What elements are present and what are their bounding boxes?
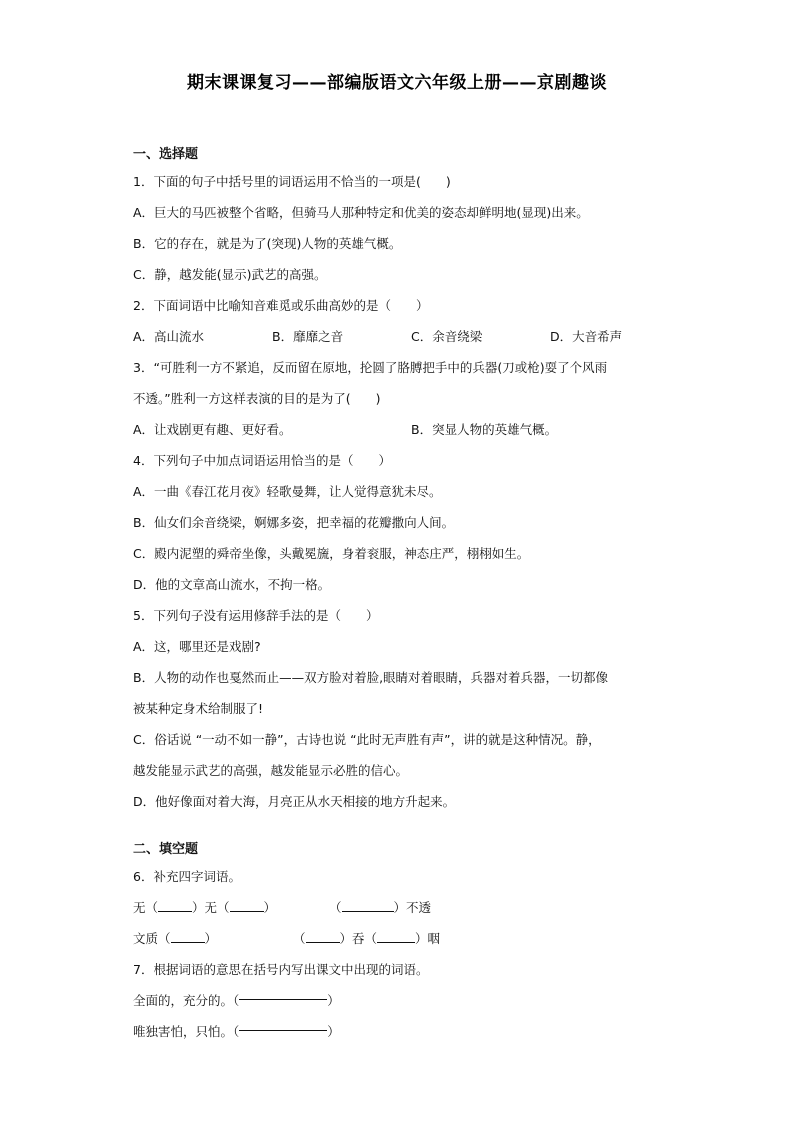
idiom-text: ）吞（	[339, 931, 378, 946]
question-5-option-a: A．这，哪里还是戏剧?	[133, 639, 261, 654]
question-5-stem: 5．下列句子没有运用修辞手法的是（ ）	[133, 608, 379, 623]
definition-close-paren: ）	[327, 1024, 340, 1039]
idiom-blank-group-4	[293, 923, 440, 954]
section-heading-choice: 一、选择题	[133, 147, 199, 162]
question-5-option-c-line1: C．俗话说 “一动不如一静”，古诗也说 “此时无声胜有声”，讲的就是这种情况。静，	[133, 732, 601, 747]
idiom-text: ）无（	[192, 900, 230, 915]
question-2-option-d: D．大音希声	[550, 329, 623, 344]
question-1-option-a: A．巨大的马匹被整个省略，但骑马人那种特定和优美的姿态却鲜明地(显现)出来。	[133, 205, 589, 220]
idiom-text: ）不透	[393, 900, 432, 915]
question-2-stem: 2．下面词语中比喻知音难觅或乐曲高妙的是（ ）	[133, 298, 429, 313]
answer-blank[interactable]	[171, 928, 205, 943]
idiom-blank-group-1	[133, 892, 329, 923]
idiom-text: 无（	[133, 900, 159, 915]
question-6-stem: 6．补充四字词语。	[133, 869, 241, 884]
question-3-stem-line1: 3．“可胜利一方不紧追，反而留在原地，抡圆了胳膊把手中的兵器(刀或枪)耍了个风雨	[133, 360, 608, 375]
question-3-option-a: A．让戏剧更有趣、更好看。	[133, 422, 292, 437]
idiom-text: （	[293, 931, 306, 946]
answer-blank[interactable]	[230, 897, 264, 912]
idiom-text: （	[329, 900, 342, 915]
question-3-stem-line2: 不透。”胜利一方这样表演的目的是为了( )	[133, 391, 381, 406]
answer-blank[interactable]	[239, 985, 327, 1000]
question-6-row-2	[133, 923, 693, 954]
idiom-text: ）	[204, 931, 218, 946]
answer-blank[interactable]	[239, 1016, 327, 1031]
answer-blank[interactable]	[377, 928, 415, 943]
idiom-blank-group-3	[133, 923, 293, 954]
definition-text: 全面的，充分的。（	[133, 993, 240, 1008]
question-3-options	[133, 414, 693, 445]
question-4-option-d: D．他的文章高山流水，不拘一格。	[133, 577, 331, 592]
page-title: 期末课课复习——部编版语文六年级上册——京剧趣谈	[187, 73, 607, 93]
question-5-option-b-line2: 被某种定身术给制服了!	[133, 701, 264, 716]
idiom-text: ）	[263, 900, 277, 915]
question-4-option-a: A．一曲《春江花月夜》轻歌曼舞，让人觉得意犹未尽。	[133, 484, 442, 499]
question-1-stem: 1．下面的句子中括号里的词语运用不恰当的一项是( )	[133, 174, 451, 189]
question-7-item-1	[133, 985, 693, 1016]
question-4-stem: 4．下列句子中加点词语运用恰当的是（ ）	[133, 453, 391, 468]
question-5-option-b-line1: B．人物的动作也戛然而止——双方脸对着脸,眼睛对着眼睛，兵器对着兵器，一切都像	[133, 670, 609, 685]
question-2-options	[133, 321, 693, 352]
question-7-stem: 7．根据词语的意思在括号内写出课文中出现的词语。	[133, 962, 429, 977]
question-4-option-c: C．殿内泥塑的舜帝坐像，头戴冕旒，身着衮服，神态庄严，栩栩如生。	[133, 546, 530, 561]
idiom-text: 文质（	[133, 931, 171, 946]
section-heading-fill: 二、填空题	[133, 842, 199, 857]
worksheet-content	[133, 140, 693, 1047]
idiom-text: ）咽	[415, 931, 441, 946]
idiom-blank-group-2	[329, 892, 431, 923]
question-5-option-d: D．他好像面对着大海，月亮正从水天相接的地方升起来。	[133, 794, 456, 809]
question-2-option-a: A．高山流水	[133, 329, 205, 344]
question-1-option-c: C．静，越发能(显示)武艺的高强。	[133, 267, 327, 282]
question-2-option-b: B．靡靡之音	[272, 329, 344, 344]
answer-blank[interactable]	[342, 897, 394, 912]
question-1-option-b: B．它的存在，就是为了(突现)人物的英雄气概。	[133, 236, 402, 251]
question-2-option-c: C．余音绕梁	[411, 329, 483, 344]
question-6-row-1	[133, 892, 693, 923]
question-5-option-c-line2: 越发能显示武艺的高强，越发能显示必胜的信心。	[133, 763, 409, 778]
question-3-option-b: B．突显人物的英雄气概。	[411, 422, 558, 437]
definition-close-paren: ）	[327, 993, 340, 1008]
answer-blank[interactable]	[306, 928, 340, 943]
question-4-option-b: B．仙女们余音绕梁，婀娜多姿，把幸福的花瓣撒向人间。	[133, 515, 455, 530]
question-7-item-2	[133, 1016, 693, 1047]
answer-blank[interactable]	[158, 897, 192, 912]
section-spacer	[133, 817, 693, 835]
definition-text: 唯独害怕，只怕。（	[133, 1024, 240, 1039]
